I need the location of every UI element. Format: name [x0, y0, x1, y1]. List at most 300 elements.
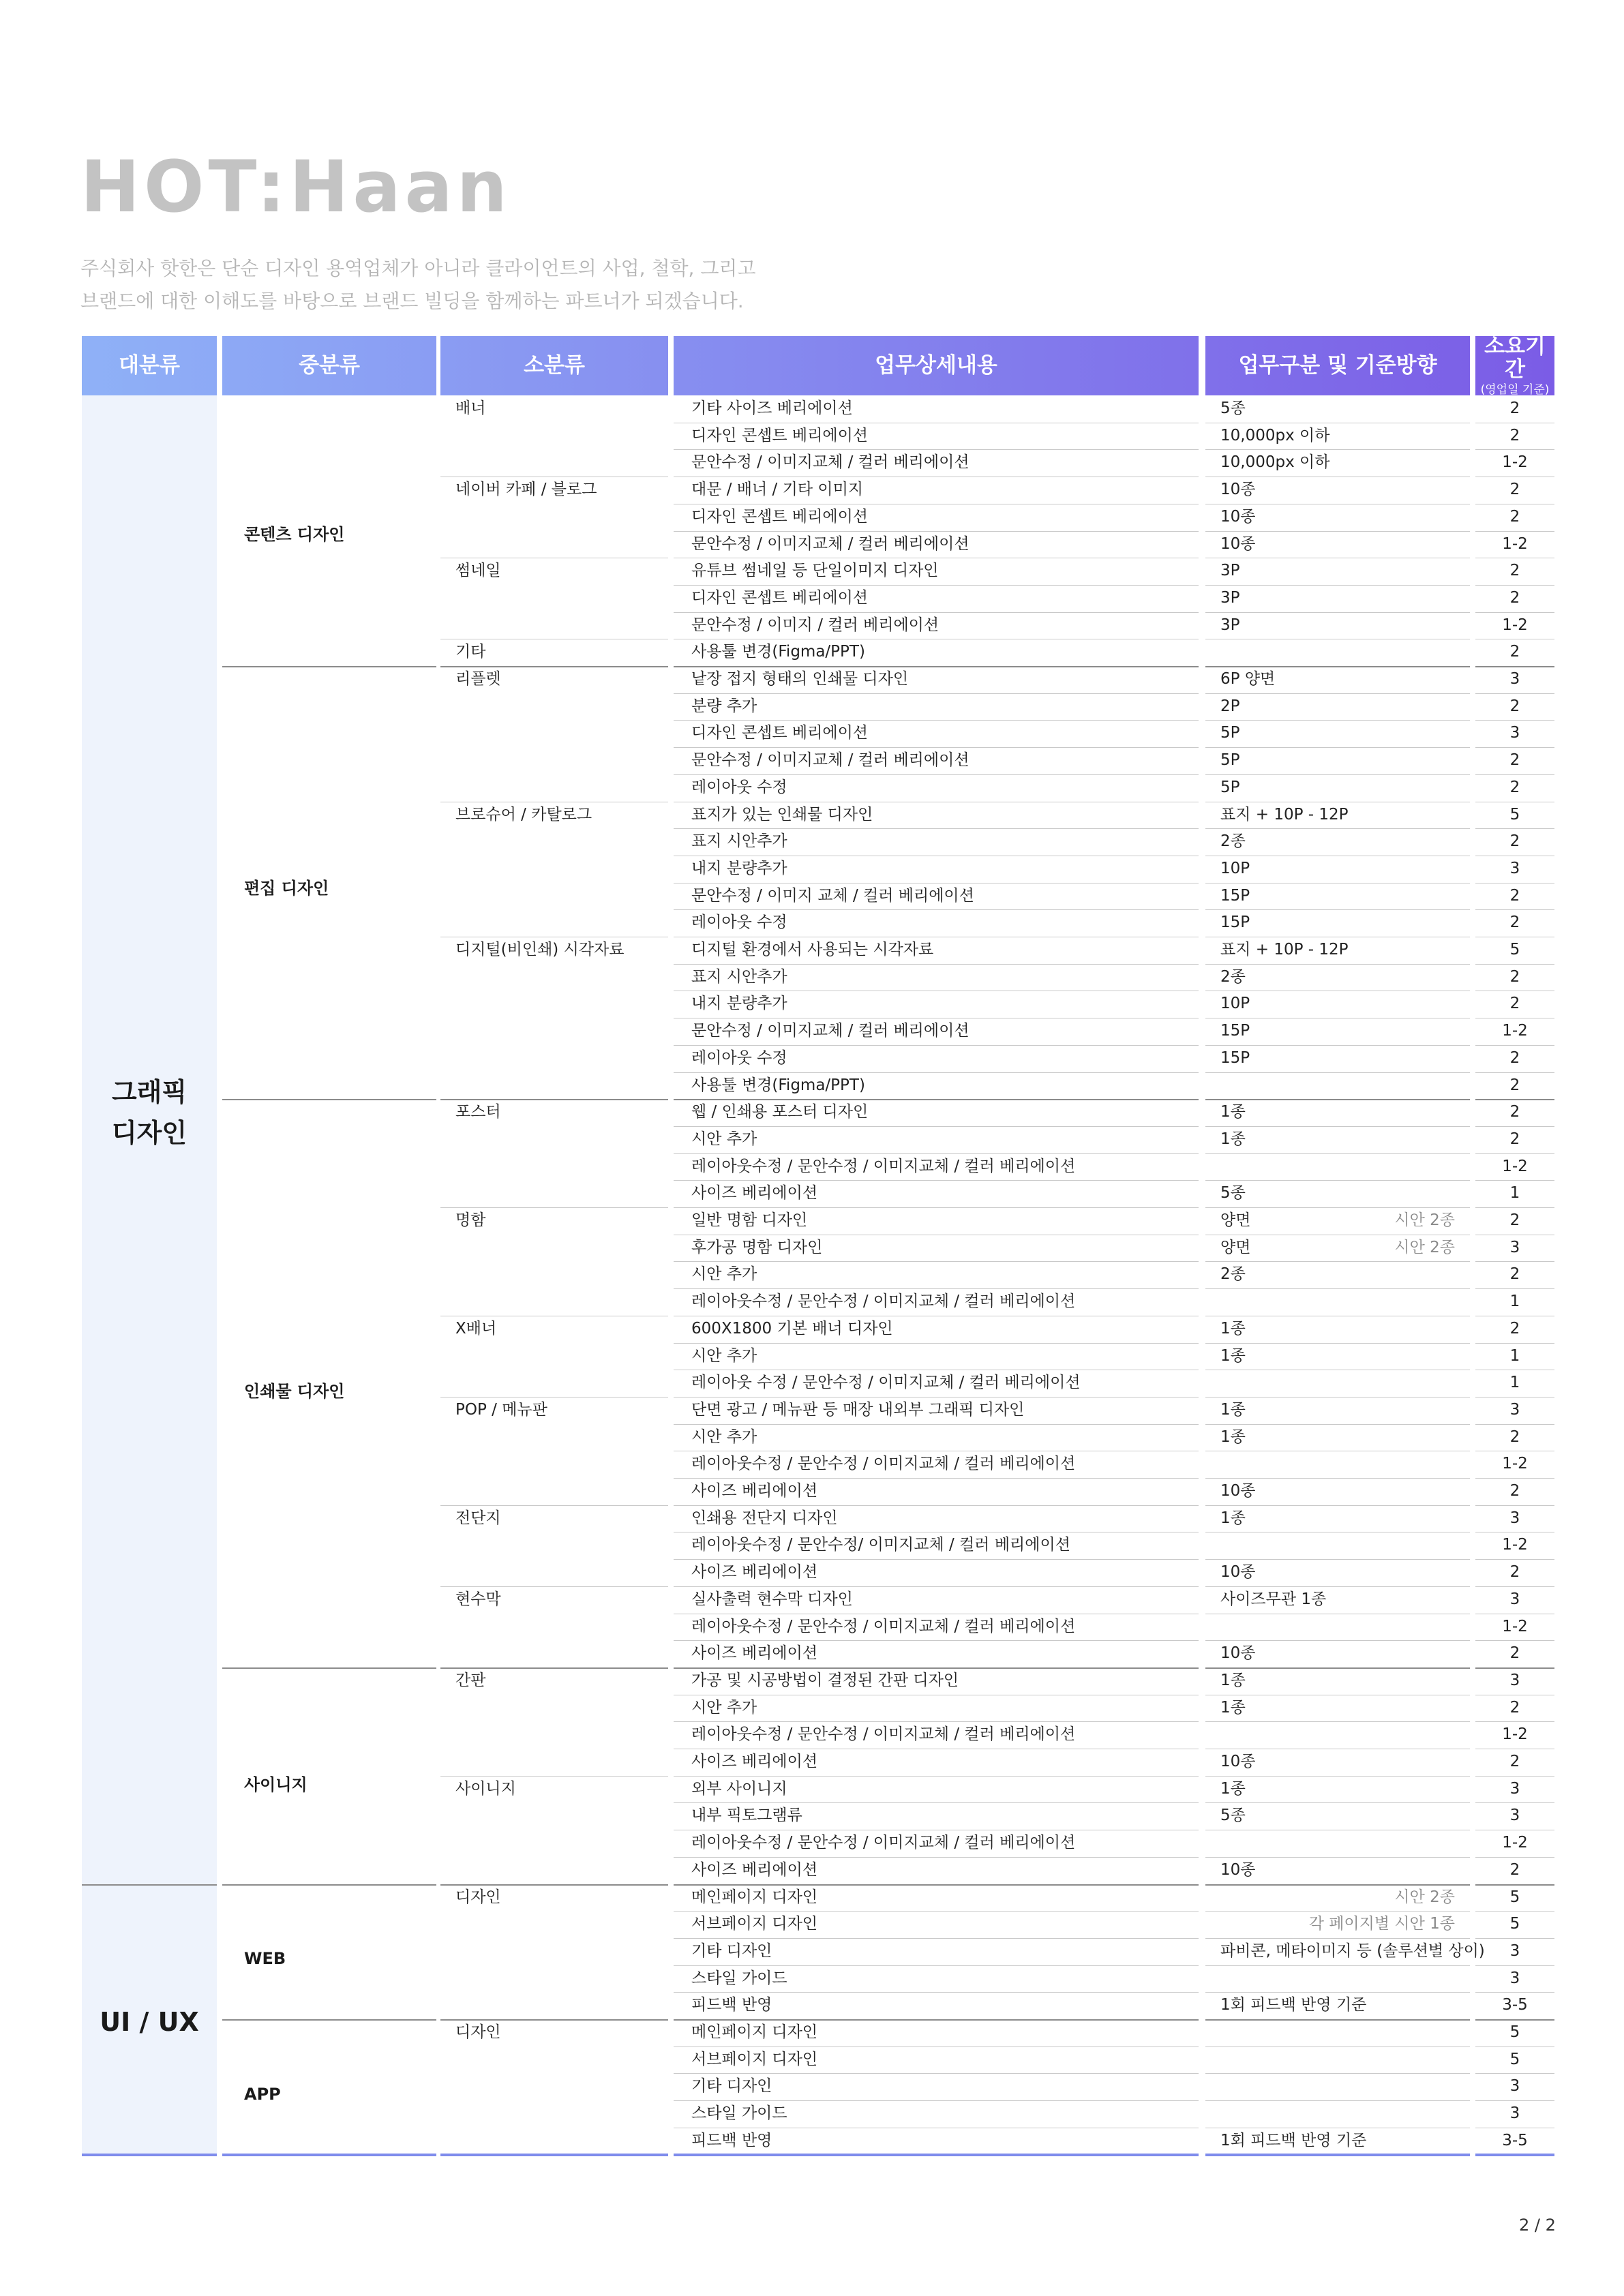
- basis-cell: 10종: [1220, 1482, 1256, 1500]
- row-divider: [674, 449, 1199, 450]
- row-divider: [1205, 612, 1470, 613]
- row-divider: [674, 2046, 1199, 2047]
- row-divider: [674, 1938, 1199, 1939]
- duration-cell: 2: [1509, 1753, 1520, 1770]
- row-divider: [1205, 1343, 1470, 1344]
- detail-cell: 문안수정 / 이미지 / 컬러 베리에이션: [691, 616, 939, 634]
- row-divider: [1475, 1667, 1554, 1669]
- basis-cell: 10종: [1220, 1753, 1256, 1770]
- detail-cell: 600X1800 기본 배너 디자인: [691, 1319, 893, 1338]
- detail-cell: 낱장 접지 형태의 인쇄물 디자인: [691, 670, 909, 688]
- row-divider: [674, 1397, 1199, 1398]
- row-divider: [674, 964, 1199, 965]
- detail-cell: 디자인 콘셉트 베리에이션: [691, 426, 869, 444]
- duration-cell: 2: [1509, 697, 1520, 715]
- basis-cell: 1종: [1220, 1428, 1246, 1446]
- duration-cell: 3: [1509, 1969, 1520, 1987]
- middle-web: WEB: [244, 1949, 286, 1968]
- detail-cell: 스타일 가이드: [691, 2104, 787, 2123]
- basis-note-cell: 시안 2종: [1394, 1211, 1455, 1229]
- basis-cell: 15P: [1220, 1022, 1250, 1040]
- detail-cell: 시안 추가: [691, 1265, 757, 1284]
- detail-cell: 시안 추가: [691, 1428, 757, 1446]
- row-divider: [1205, 1099, 1470, 1100]
- duration-cell: 2: [1509, 913, 1520, 932]
- row-divider: [1475, 747, 1554, 748]
- duration-cell: 2: [1509, 967, 1520, 986]
- minor-category-label: 브로슈어 / 카탈로그: [455, 805, 592, 824]
- row-divider: [1475, 1153, 1554, 1154]
- detail-cell: 유튜브 썸네일 등 단일이미지 디자인: [691, 562, 939, 580]
- detail-cell: 디자인 콘셉트 베리에이션: [691, 588, 869, 607]
- duration-cell: 1-2: [1502, 1536, 1528, 1554]
- detail-cell: 문안수정 / 이미지교체 / 컬러 베리에이션: [691, 1022, 969, 1040]
- minor-category-label: 전단지: [455, 1509, 501, 1527]
- row-divider: [1475, 1126, 1554, 1127]
- duration-cell: 2: [1509, 1644, 1520, 1663]
- row-divider: [1205, 449, 1470, 450]
- duration-cell: 1-2: [1502, 1455, 1528, 1473]
- row-divider: [1475, 2046, 1554, 2047]
- row-divider: [1475, 1911, 1554, 1912]
- detail-cell: 사이즈 베리에이션: [691, 1563, 818, 1582]
- detail-cell: 사용툴 변경(Figma/PPT): [691, 643, 865, 661]
- duration-cell: 5: [1509, 941, 1520, 958]
- basis-cell: 5종: [1220, 1807, 1246, 1825]
- basis-cell: 2종: [1220, 832, 1246, 851]
- row-divider: [674, 1505, 1199, 1506]
- basis-cell: 15P: [1220, 913, 1250, 932]
- row-divider: [1205, 1640, 1470, 1641]
- detail-cell: 사이즈 베리에이션: [691, 1482, 818, 1500]
- basis-cell: 15P: [1220, 1048, 1250, 1067]
- duration-cell: 3: [1509, 859, 1520, 877]
- detail-cell: 내지 분량추가: [691, 995, 787, 1013]
- row-divider: [1475, 1640, 1554, 1641]
- duration-cell: 1: [1509, 1374, 1520, 1392]
- minor-category-label: 썸네일: [455, 562, 501, 580]
- duration-cell: 3: [1509, 2077, 1520, 2096]
- detail-cell: 웹 / 인쇄용 포스터 디자인: [691, 1103, 869, 1121]
- row-divider: [1475, 909, 1554, 910]
- duration-cell: 1-2: [1502, 1022, 1528, 1040]
- row-divider: [674, 1640, 1199, 1641]
- row-divider: [1475, 585, 1554, 586]
- row-divider: [1475, 1721, 1554, 1722]
- detail-cell: 시안 추가: [691, 1698, 757, 1717]
- basis-cell: 10종: [1220, 481, 1256, 499]
- basis-cell: 1종: [1220, 1319, 1246, 1338]
- duration-cell: 2: [1509, 562, 1520, 580]
- detail-cell: 표지 시안추가: [691, 967, 787, 986]
- duration-cell: 2: [1509, 1048, 1520, 1067]
- duration-cell: 1-2: [1502, 453, 1528, 472]
- basis-cell: 1종: [1220, 1779, 1246, 1798]
- row-divider: [674, 1288, 1199, 1289]
- duration-cell: 2: [1509, 1319, 1520, 1338]
- page-number: 2 / 2: [1519, 2216, 1556, 2235]
- basis-cell: 10P: [1220, 859, 1250, 877]
- row-divider: [1475, 1884, 1554, 1886]
- row-divider: [1205, 1667, 1470, 1669]
- duration-cell: 1: [1509, 1293, 1520, 1311]
- row-divider: [1475, 1424, 1554, 1425]
- row-divider: [674, 1180, 1199, 1181]
- row-divider: [1205, 828, 1470, 829]
- detail-cell: 레이아웃수정 / 문안수정 / 이미지교체 / 컬러 베리에이션: [691, 1293, 1076, 1311]
- duration-cell: 5: [1509, 1888, 1520, 1906]
- row-divider: [222, 1667, 436, 1669]
- row-divider: [1475, 1992, 1554, 1993]
- detail-cell: 레이아웃수정 / 문안수정 / 이미지교체 / 컬러 베리에이션: [691, 1157, 1076, 1175]
- detail-cell: 레이아웃 수정: [691, 778, 787, 796]
- detail-cell: 서브페이지 디자인: [691, 2050, 818, 2068]
- duration-cell: 2: [1509, 588, 1520, 607]
- duration-cell: 2: [1509, 1076, 1520, 1094]
- detail-cell: 실사출력 현수막 디자인: [691, 1590, 853, 1608]
- row-divider: [1205, 693, 1470, 694]
- duration-cell: 3-5: [1502, 1996, 1528, 2014]
- basis-note-cell: 시안 2종: [1394, 1238, 1455, 1256]
- detail-cell: 레이아웃 수정 / 문안수정 / 이미지교체 / 컬러 베리에이션: [691, 1374, 1081, 1392]
- detail-cell: 표지가 있는 인쇄물 디자인: [691, 805, 873, 824]
- detail-cell: 레이아웃수정 / 문안수정 / 이미지교체 / 컬러 베리에이션: [691, 1834, 1076, 1852]
- header-basis: 업무구분 및 기준방향: [1205, 336, 1470, 395]
- duration-cell: 2: [1509, 399, 1520, 417]
- detail-cell: 메인페이지 디자인: [691, 1888, 818, 1906]
- duration-cell: 2: [1509, 1103, 1520, 1121]
- duration-cell: 1-2: [1502, 1617, 1528, 1635]
- row-divider: [440, 1884, 668, 1886]
- row-divider: [1205, 1153, 1470, 1154]
- detail-cell: 문안수정 / 이미지 교체 / 컬러 베리에이션: [691, 886, 974, 905]
- row-divider: [440, 1099, 668, 1100]
- minor-category-label: 포스터: [455, 1103, 501, 1121]
- bottom-line: [222, 2154, 436, 2156]
- row-divider: [674, 2100, 1199, 2101]
- minor-category-label: 네이버 카페 / 블로그: [455, 481, 597, 499]
- basis-cell: 1종: [1220, 1400, 1246, 1419]
- detail-cell: 표지 시안추가: [691, 832, 787, 851]
- basis-cell: 양면: [1220, 1238, 1251, 1256]
- middle-editorial-design: 편집 디자인: [244, 879, 329, 898]
- row-divider: [1205, 531, 1470, 532]
- basis-cell: 1종: [1220, 1671, 1246, 1689]
- detail-cell: 분량 추가: [691, 697, 757, 715]
- row-divider: [1475, 774, 1554, 775]
- duration-cell: 3: [1509, 1509, 1520, 1527]
- row-divider: [674, 1207, 1199, 1208]
- header-middle: 중분류: [222, 336, 436, 395]
- duration-cell: 1-2: [1502, 616, 1528, 634]
- duration-cell: 3: [1509, 1238, 1520, 1256]
- row-divider: [674, 1099, 1199, 1100]
- minor-category-label: 명함: [455, 1211, 486, 1229]
- row-divider: [1205, 1261, 1470, 1262]
- row-divider: [1475, 828, 1554, 829]
- row-divider: [1475, 1261, 1554, 1262]
- basis-cell: 1종: [1220, 1346, 1246, 1365]
- basis-cell: 5P: [1220, 778, 1240, 796]
- row-divider: [440, 1505, 668, 1506]
- row-divider: [440, 1586, 668, 1587]
- middle-print-design: 인쇄물 디자인: [244, 1382, 345, 1401]
- row-divider: [1475, 964, 1554, 965]
- row-divider: [1205, 1559, 1470, 1560]
- row-divider: [1205, 666, 1470, 667]
- duration-cell: 3: [1509, 1590, 1520, 1608]
- row-divider: [1475, 2100, 1554, 2101]
- detail-cell: 대문 / 배너 / 기타 이미지: [691, 481, 864, 499]
- row-divider: [674, 1802, 1199, 1803]
- basis-cell: 10P: [1220, 995, 1250, 1013]
- basis-cell: 표지 + 10P - 12P: [1220, 805, 1349, 824]
- header-duration-note: (영업일 기준): [1480, 383, 1550, 397]
- row-divider: [1475, 1965, 1554, 1966]
- bottom-line: [1475, 2154, 1554, 2156]
- detail-cell: 가공 및 시공방법이 결정된 간판 디자인: [691, 1671, 959, 1689]
- duration-cell: 1-2: [1502, 534, 1528, 553]
- row-divider: [1205, 585, 1470, 586]
- row-divider: [1205, 1884, 1470, 1886]
- basis-cell: 5P: [1220, 751, 1240, 770]
- basis-cell: 6P 양면: [1220, 670, 1276, 688]
- row-divider: [1475, 1343, 1554, 1344]
- basis-cell: 파비콘, 메타이미지 등 (솔루션별 상이): [1220, 1942, 1485, 1960]
- basis-cell: 10종: [1220, 1563, 1256, 1582]
- row-divider: [1475, 449, 1554, 450]
- duration-cell: 3: [1509, 1942, 1520, 1960]
- detail-cell: 레이아웃 수정: [691, 913, 787, 932]
- row-divider: [1205, 1965, 1470, 1966]
- detail-cell: 내부 픽토그램류: [691, 1807, 802, 1825]
- detail-cell: 후가공 명함 디자인: [691, 1238, 823, 1256]
- row-divider: [1205, 1207, 1470, 1208]
- detail-cell: 스타일 가이드: [691, 1969, 787, 1987]
- basis-note-cell: 시안 2종: [1394, 1888, 1455, 1906]
- duration-cell: 3: [1509, 1807, 1520, 1825]
- row-divider: [674, 1478, 1199, 1479]
- minor-category-label: POP / 메뉴판: [455, 1400, 547, 1419]
- detail-cell: 레이아웃수정 / 문안수정 / 이미지교체 / 컬러 베리에이션: [691, 1617, 1076, 1635]
- duration-cell: 3: [1509, 2104, 1520, 2123]
- minor-category-label: X배너: [455, 1319, 497, 1338]
- basis-cell: 10,000px 이하: [1220, 426, 1330, 444]
- minor-category-label: 디자인: [455, 2023, 501, 2041]
- row-divider: [674, 1965, 1199, 1966]
- major-graphic-design: 그래픽 디자인: [111, 1077, 187, 1148]
- row-divider: [1475, 720, 1554, 721]
- detail-cell: 단면 광고 / 메뉴판 등 매장 내외부 그래픽 디자인: [691, 1400, 1025, 1419]
- row-divider: [440, 666, 668, 667]
- row-divider: [1205, 1045, 1470, 1046]
- basis-cell: 10종: [1220, 1644, 1256, 1663]
- row-divider: [674, 531, 1199, 532]
- header-duration: 소요기간 (영업일 기준): [1475, 336, 1554, 395]
- duration-cell: 3: [1509, 1671, 1520, 1689]
- row-divider: [1205, 1776, 1470, 1777]
- major-ui-ux: UI / UX: [100, 2007, 199, 2037]
- row-divider: [674, 1072, 1199, 1073]
- duration-cell: 1: [1509, 1184, 1520, 1203]
- basis-cell: 2종: [1220, 1265, 1246, 1284]
- duration-cell: 2: [1509, 886, 1520, 905]
- duration-cell: 2: [1509, 778, 1520, 796]
- detail-cell: 문안수정 / 이미지교체 / 컬러 베리에이션: [691, 751, 969, 770]
- row-divider: [1205, 1938, 1470, 1939]
- duration-cell: 1-2: [1502, 1157, 1528, 1175]
- basis-cell: 3P: [1220, 562, 1240, 580]
- row-divider: [1475, 1802, 1554, 1803]
- detail-cell: 일반 명함 디자인: [691, 1211, 808, 1229]
- basis-cell: 1회 피드백 반영 기준: [1220, 1996, 1367, 2014]
- row-divider: [1205, 1424, 1470, 1425]
- row-divider: [674, 2073, 1199, 2074]
- row-divider: [1205, 2019, 1470, 2021]
- row-divider: [222, 1099, 436, 1100]
- duration-cell: 3: [1509, 724, 1520, 742]
- row-divider: [1205, 1992, 1470, 1993]
- row-divider: [674, 1126, 1199, 1127]
- basis-cell: 1종: [1220, 1509, 1246, 1527]
- basis-note-cell: 각 페이지별 시안 1종: [1308, 1915, 1455, 1933]
- row-divider: [440, 1397, 668, 1398]
- row-divider: [674, 1721, 1199, 1722]
- row-divider: [674, 1776, 1199, 1777]
- detail-cell: 레이아웃수정 / 문안수정 / 이미지교체 / 컬러 베리에이션: [691, 1725, 1076, 1744]
- duration-cell: 2: [1509, 1860, 1520, 1879]
- basis-cell: 10종: [1220, 507, 1256, 526]
- duration-cell: 2: [1509, 832, 1520, 851]
- row-divider: [1475, 1099, 1554, 1100]
- row-divider: [1205, 1911, 1470, 1912]
- detail-cell: 기타 디자인: [691, 1942, 772, 1960]
- row-divider: [1205, 1180, 1470, 1181]
- detail-cell: 피드백 반영: [691, 2131, 772, 2149]
- row-divider: [674, 612, 1199, 613]
- minor-category-label: 기타: [455, 643, 486, 661]
- row-divider: [674, 774, 1199, 775]
- detail-cell: 문안수정 / 이미지교체 / 컬러 베리에이션: [691, 453, 969, 472]
- basis-cell: 3P: [1220, 588, 1240, 607]
- detail-cell: 디자인 콘셉트 베리에이션: [691, 507, 869, 526]
- major-band: [82, 395, 217, 2154]
- duration-cell: 2: [1509, 751, 1520, 770]
- duration-cell: 3: [1509, 1779, 1520, 1798]
- basis-cell: 2종: [1220, 967, 1246, 986]
- row-divider: [674, 1667, 1199, 1669]
- row-divider: [1205, 774, 1470, 775]
- minor-category-label: 리플렛: [455, 670, 501, 688]
- basis-cell: 10종: [1220, 534, 1256, 553]
- basis-cell: 1종: [1220, 1130, 1246, 1148]
- duration-cell: 1-2: [1502, 1725, 1528, 1744]
- row-divider: [222, 2019, 436, 2021]
- row-divider: [82, 1884, 217, 1886]
- row-divider: [1475, 1857, 1554, 1858]
- row-divider: [1205, 1505, 1470, 1506]
- row-divider: [674, 909, 1199, 910]
- row-divider: [1475, 1559, 1554, 1560]
- duration-cell: 2: [1509, 1428, 1520, 1446]
- duration-cell: 5: [1509, 1915, 1520, 1933]
- duration-cell: 2: [1509, 995, 1520, 1013]
- row-divider: [1475, 1586, 1554, 1587]
- row-divider: [1475, 1288, 1554, 1289]
- row-divider: [674, 585, 1199, 586]
- detail-cell: 사이즈 베리에이션: [691, 1860, 818, 1879]
- duration-cell: 2: [1509, 643, 1520, 661]
- row-divider: [1205, 1072, 1470, 1073]
- detail-cell: 디지털 환경에서 사용되는 시각자료: [691, 941, 934, 958]
- header-minor: 소분류: [440, 336, 668, 395]
- minor-category-label: 현수막: [455, 1590, 501, 1608]
- row-divider: [1475, 1938, 1554, 1939]
- row-divider: [674, 1586, 1199, 1587]
- row-divider: [674, 693, 1199, 694]
- basis-cell: 3P: [1220, 616, 1240, 634]
- minor-category-label: 디자인: [455, 1888, 501, 1906]
- duration-cell: 2: [1509, 1265, 1520, 1284]
- row-divider: [674, 1343, 1199, 1344]
- row-divider: [1205, 1126, 1470, 1127]
- duration-cell: 3: [1509, 670, 1520, 688]
- detail-cell: 메인페이지 디자인: [691, 2023, 818, 2041]
- row-divider: [674, 1261, 1199, 1262]
- duration-cell: 1-2: [1502, 1834, 1528, 1852]
- row-divider: [1475, 2019, 1554, 2021]
- row-divider: [1205, 1288, 1470, 1289]
- row-divider: [1205, 1478, 1470, 1479]
- row-divider: [674, 1559, 1199, 1560]
- row-divider: [1205, 2046, 1470, 2047]
- basis-cell: 10종: [1220, 1860, 1256, 1879]
- row-divider: [222, 666, 436, 667]
- row-divider: [1475, 1072, 1554, 1073]
- row-divider: [1205, 1857, 1470, 1858]
- row-divider: [1475, 1776, 1554, 1777]
- middle-content-design: 콘텐츠 디자인: [244, 525, 345, 544]
- row-divider: [674, 1424, 1199, 1425]
- row-divider: [1475, 1397, 1554, 1398]
- basis-cell: 15P: [1220, 886, 1250, 905]
- middle-app: APP: [244, 2085, 281, 2104]
- header-major: 대분류: [82, 336, 217, 395]
- row-divider: [674, 747, 1199, 748]
- basis-cell: 2P: [1220, 697, 1240, 715]
- basis-cell: 5P: [1220, 724, 1240, 742]
- basis-cell: 표지 + 10P - 12P: [1220, 941, 1349, 958]
- row-divider: [440, 1207, 668, 1208]
- detail-cell: 시안 추가: [691, 1130, 757, 1148]
- detail-cell: 레이아웃 수정: [691, 1048, 787, 1067]
- row-divider: [1205, 720, 1470, 721]
- row-divider: [440, 1776, 668, 1777]
- row-divider: [1475, 693, 1554, 694]
- basis-cell: 양면: [1220, 1211, 1251, 1229]
- row-divider: [1475, 1207, 1554, 1208]
- row-divider: [1205, 2100, 1470, 2101]
- duration-cell: 2: [1509, 1563, 1520, 1582]
- duration-cell: 5: [1509, 805, 1520, 824]
- detail-cell: 서브페이지 디자인: [691, 1915, 818, 1933]
- detail-cell: 기타 디자인: [691, 2077, 772, 2096]
- detail-cell: 레이아웃수정 / 문안수정 / 이미지교체 / 컬러 베리에이션: [691, 1455, 1076, 1473]
- row-divider: [1475, 666, 1554, 667]
- minor-category-label: 디지털(비인쇄) 시각자료: [455, 941, 625, 958]
- row-divider: [674, 1911, 1199, 1912]
- row-divider: [674, 1884, 1199, 1886]
